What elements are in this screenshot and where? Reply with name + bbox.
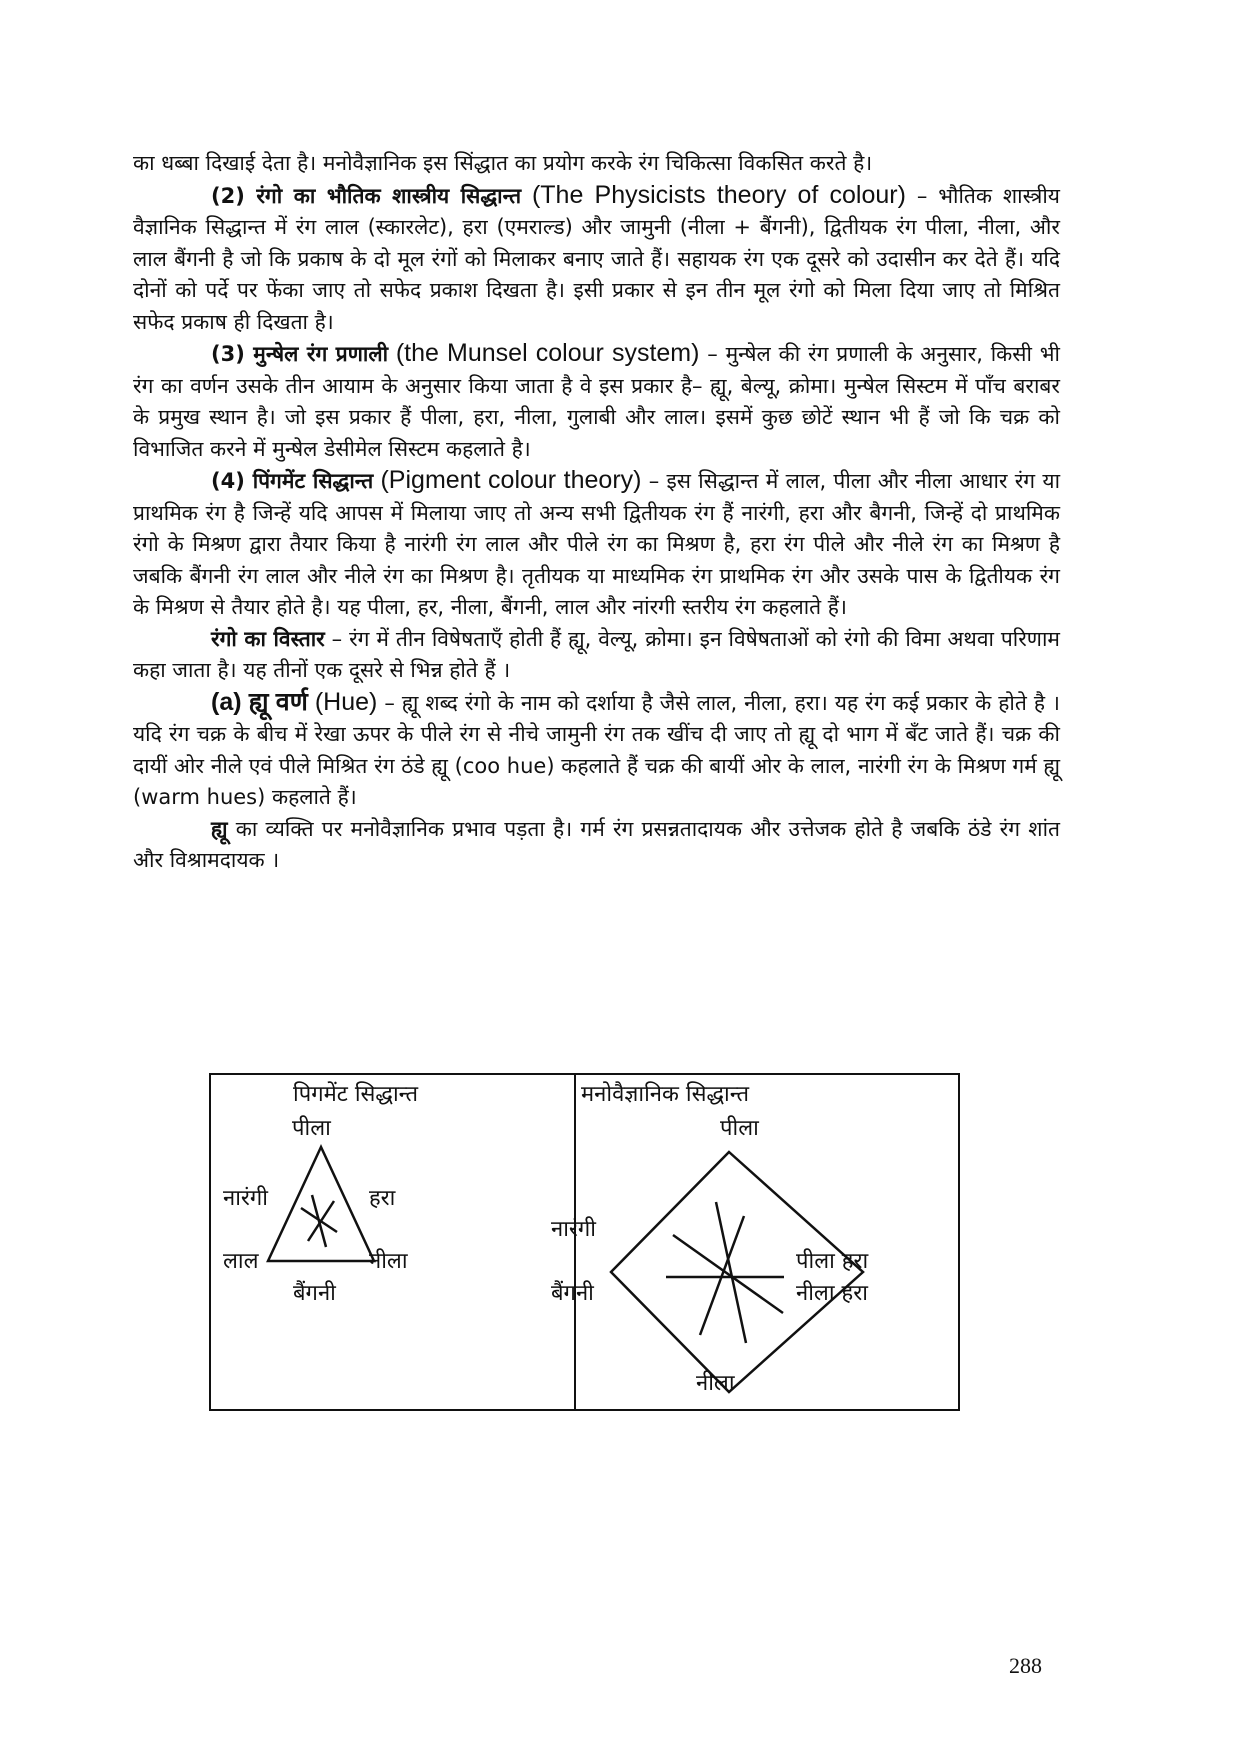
paragraph-physicists-theory: (2) रंगो का भौतिक शास्त्रीय सिद्धान्त (The Physicists theory of colour) – भौतिक शास्त्रीय वैज्ञानिक सिद्धान्त में रंग लाल (स्कारलेट), हरा (एमराल्ड) और जामुनी (नीला + बैंगनी), द्वितीयक रंग पीला, नीला, और लाल बैंगनी है जो कि प्रकाष के दो मूल रंगों को मिलाकर बनाए जाते हैं। सहायक रंग एक दूसरे को उदासीन कर देते हैं। यदि दोनों को पर्दे पर फेंका जाए तो सफेद प्रकाश दिखता है। इसी प्रकार से इन तीन मूल रंगो को मिला दिया जाए तो मिश्रित सफेद प्रकाष ही दिखता है। — [133, 180, 1060, 334]
pigment-label-blue: नीला — [369, 1249, 408, 1274]
psychological-label-orange: नारंगी — [551, 1217, 596, 1242]
paragraph-hue-effect: ह्यू का व्यक्ति पर मनोवैज्ञानिक प्रभाव पड़ता है। गर्म रंग प्रसन्नतादायक और उत्तेजक होते है जबकि ठंडे रंग शांत और विश्रामदायक । — [133, 816, 1060, 872]
pigment-label-red: लाल — [223, 1249, 259, 1274]
heading-physicists-theory: (2) रंगो का भौतिक शास्त्रीय सिद्धान्त — [211, 183, 522, 208]
heading-pigment-theory: (4) पिंगमेंट सिद्धान्त — [211, 469, 374, 493]
diamond-center-line-2 — [673, 1235, 783, 1313]
document-body — [133, 148, 1060, 877]
page-number: 288 — [1009, 1653, 1042, 1678]
pigment-triangle — [268, 1147, 374, 1261]
colour-theory-diagram — [209, 1073, 960, 1411]
psychological-label-yellow: पीला — [720, 1116, 759, 1141]
heading-pigment-theory-english: (Pigment colour theory) — [380, 466, 642, 494]
paragraph-intro-continuation: का धब्बा दिखाई देता है। मनोवैज्ञानिक इस सिंद्धात का प्रयोग करके रंग चिकित्सा विकसित करते है। — [133, 151, 873, 175]
paragraph-hue: (a) ह्यू वर्ण (Hue) – ह्यू शब्द रंगो के नाम को दर्शाया है जैसे लाल, नीला, हरा। यह रंग कई प्रकार के होते है । यदि रंग चक्र के बीच में रेखा ऊपर के पीले रंग से नीचे जामुनी रंग तक खींच दी जाए तो ह्यू दो भाग में बँट जाते हैं। चक्र की दायीं ओर नीले एवं पीले मिश्रित रंग ठंडे ह्यू (coo hue) कहलाते हैं चक्र की बायीं ओर के लाल, नारंगी रंग के मिश्रण गर्म ह्यू (warm hues) कहलाते हैं। — [133, 687, 1060, 809]
heading-physicists-theory-english: (The Physicists theory of colour) — [531, 180, 906, 209]
psychological-label-violet: बैंगनी — [551, 1281, 594, 1306]
heading-munsell-system: (3) मुन्षेल रंग प्रणाली — [211, 342, 389, 366]
psychological-label-blue: नीला — [696, 1371, 735, 1396]
paragraph-pigment-theory: (4) पिंगमेंट सिद्धान्त (Pigment colour theory) – इस सिद्धान्त में लाल, पीला और नीला आधार रंग या प्राथमिक रंग है जिन्हें यदि आपस में मिलाया जाए तो अन्य सभी द्वितीयक रंग हैं नारंगी, हरा और बैगनी, जिन्हें दो प्राथमिक रंगो के मिश्रण द्वारा तैयार किया है नारंगी रंग लाल और पीले रंग का मिश्रण है, हरा रंग पीले और नीले रंग का मिश्रण है जबकि बैंगनी रंग लाल और नीले रंग का मिश्रण है। तृतीयक या माध्यमिक रंग प्राथमिक रंग और उसके पास के द्वितीयक रंग के मिश्रण से तैयार होते है। यह पीला, हर, नीला, बैंगनी, लाल और नांरगी स्तरीय रंग कहलाते हैं। — [133, 466, 1061, 619]
heading-hue-effect: ह्यू — [211, 816, 228, 841]
heading-munsell-system-english: (the Munsel colour system) — [395, 339, 700, 367]
triangle-center-line-diagonal — [301, 1208, 337, 1232]
heading-hue: (a) ह्यू वर्ण — [211, 687, 308, 716]
pigment-theory-title: पिगमेंट सिद्धान्त — [293, 1082, 418, 1107]
heading-colour-dimensions: रंगो का विस्तार — [211, 626, 325, 651]
psychological-label-yellow-green: पीला हरा — [796, 1249, 869, 1274]
heading-hue-english: (Hue) — [314, 687, 378, 716]
pigment-label-green: हरा — [369, 1186, 396, 1211]
psychological-theory-title: मनोवैज्ञानिक सिद्धान्त — [581, 1082, 750, 1107]
pigment-label-yellow: पीला — [292, 1116, 331, 1141]
triangle-center-line-cross — [308, 1201, 334, 1241]
pigment-label-orange: नारंगी — [223, 1186, 268, 1211]
pigment-label-violet: बैंगनी — [293, 1281, 336, 1306]
paragraph-colour-dimensions: रंगो का विस्तार – रंग में तीन विषेषताएँ होती हैं ह्यू, वेल्यू, क्रोमा। इन विषेषताओं को रंगो की विमा अथवा परिणाम कहा जाता है। यह तीनों एक दूसरे से भिन्न होते हैं । — [133, 626, 1060, 682]
psychological-label-blue-green: नीला हरा — [796, 1281, 868, 1306]
paragraph-munsell-system: (3) मुन्षेल रंग प्रणाली (the Munsel colour system) – मुन्षेल की रंग प्रणाली के अनुसार, किसी भी रंग का वर्णन उसके तीन आयाम के अनुसार किया जाता है वे इस प्रकार है– ह्यू, बेल्यू, क्रोमा। मुन्षेल सिस्टम में पाँच बराबर के प्रमुख स्थान है। जो इस प्रकार हैं पीला, हरा, नीला, गुलाबी और लाल। इसमें कुछ छोटें स्थान भी हैं जो कि चक्र को विभाजित करने में मुन्षेल डेसीमेल सिस्टम कहलाते है। — [133, 339, 1060, 461]
triangle-shape — [268, 1147, 374, 1261]
